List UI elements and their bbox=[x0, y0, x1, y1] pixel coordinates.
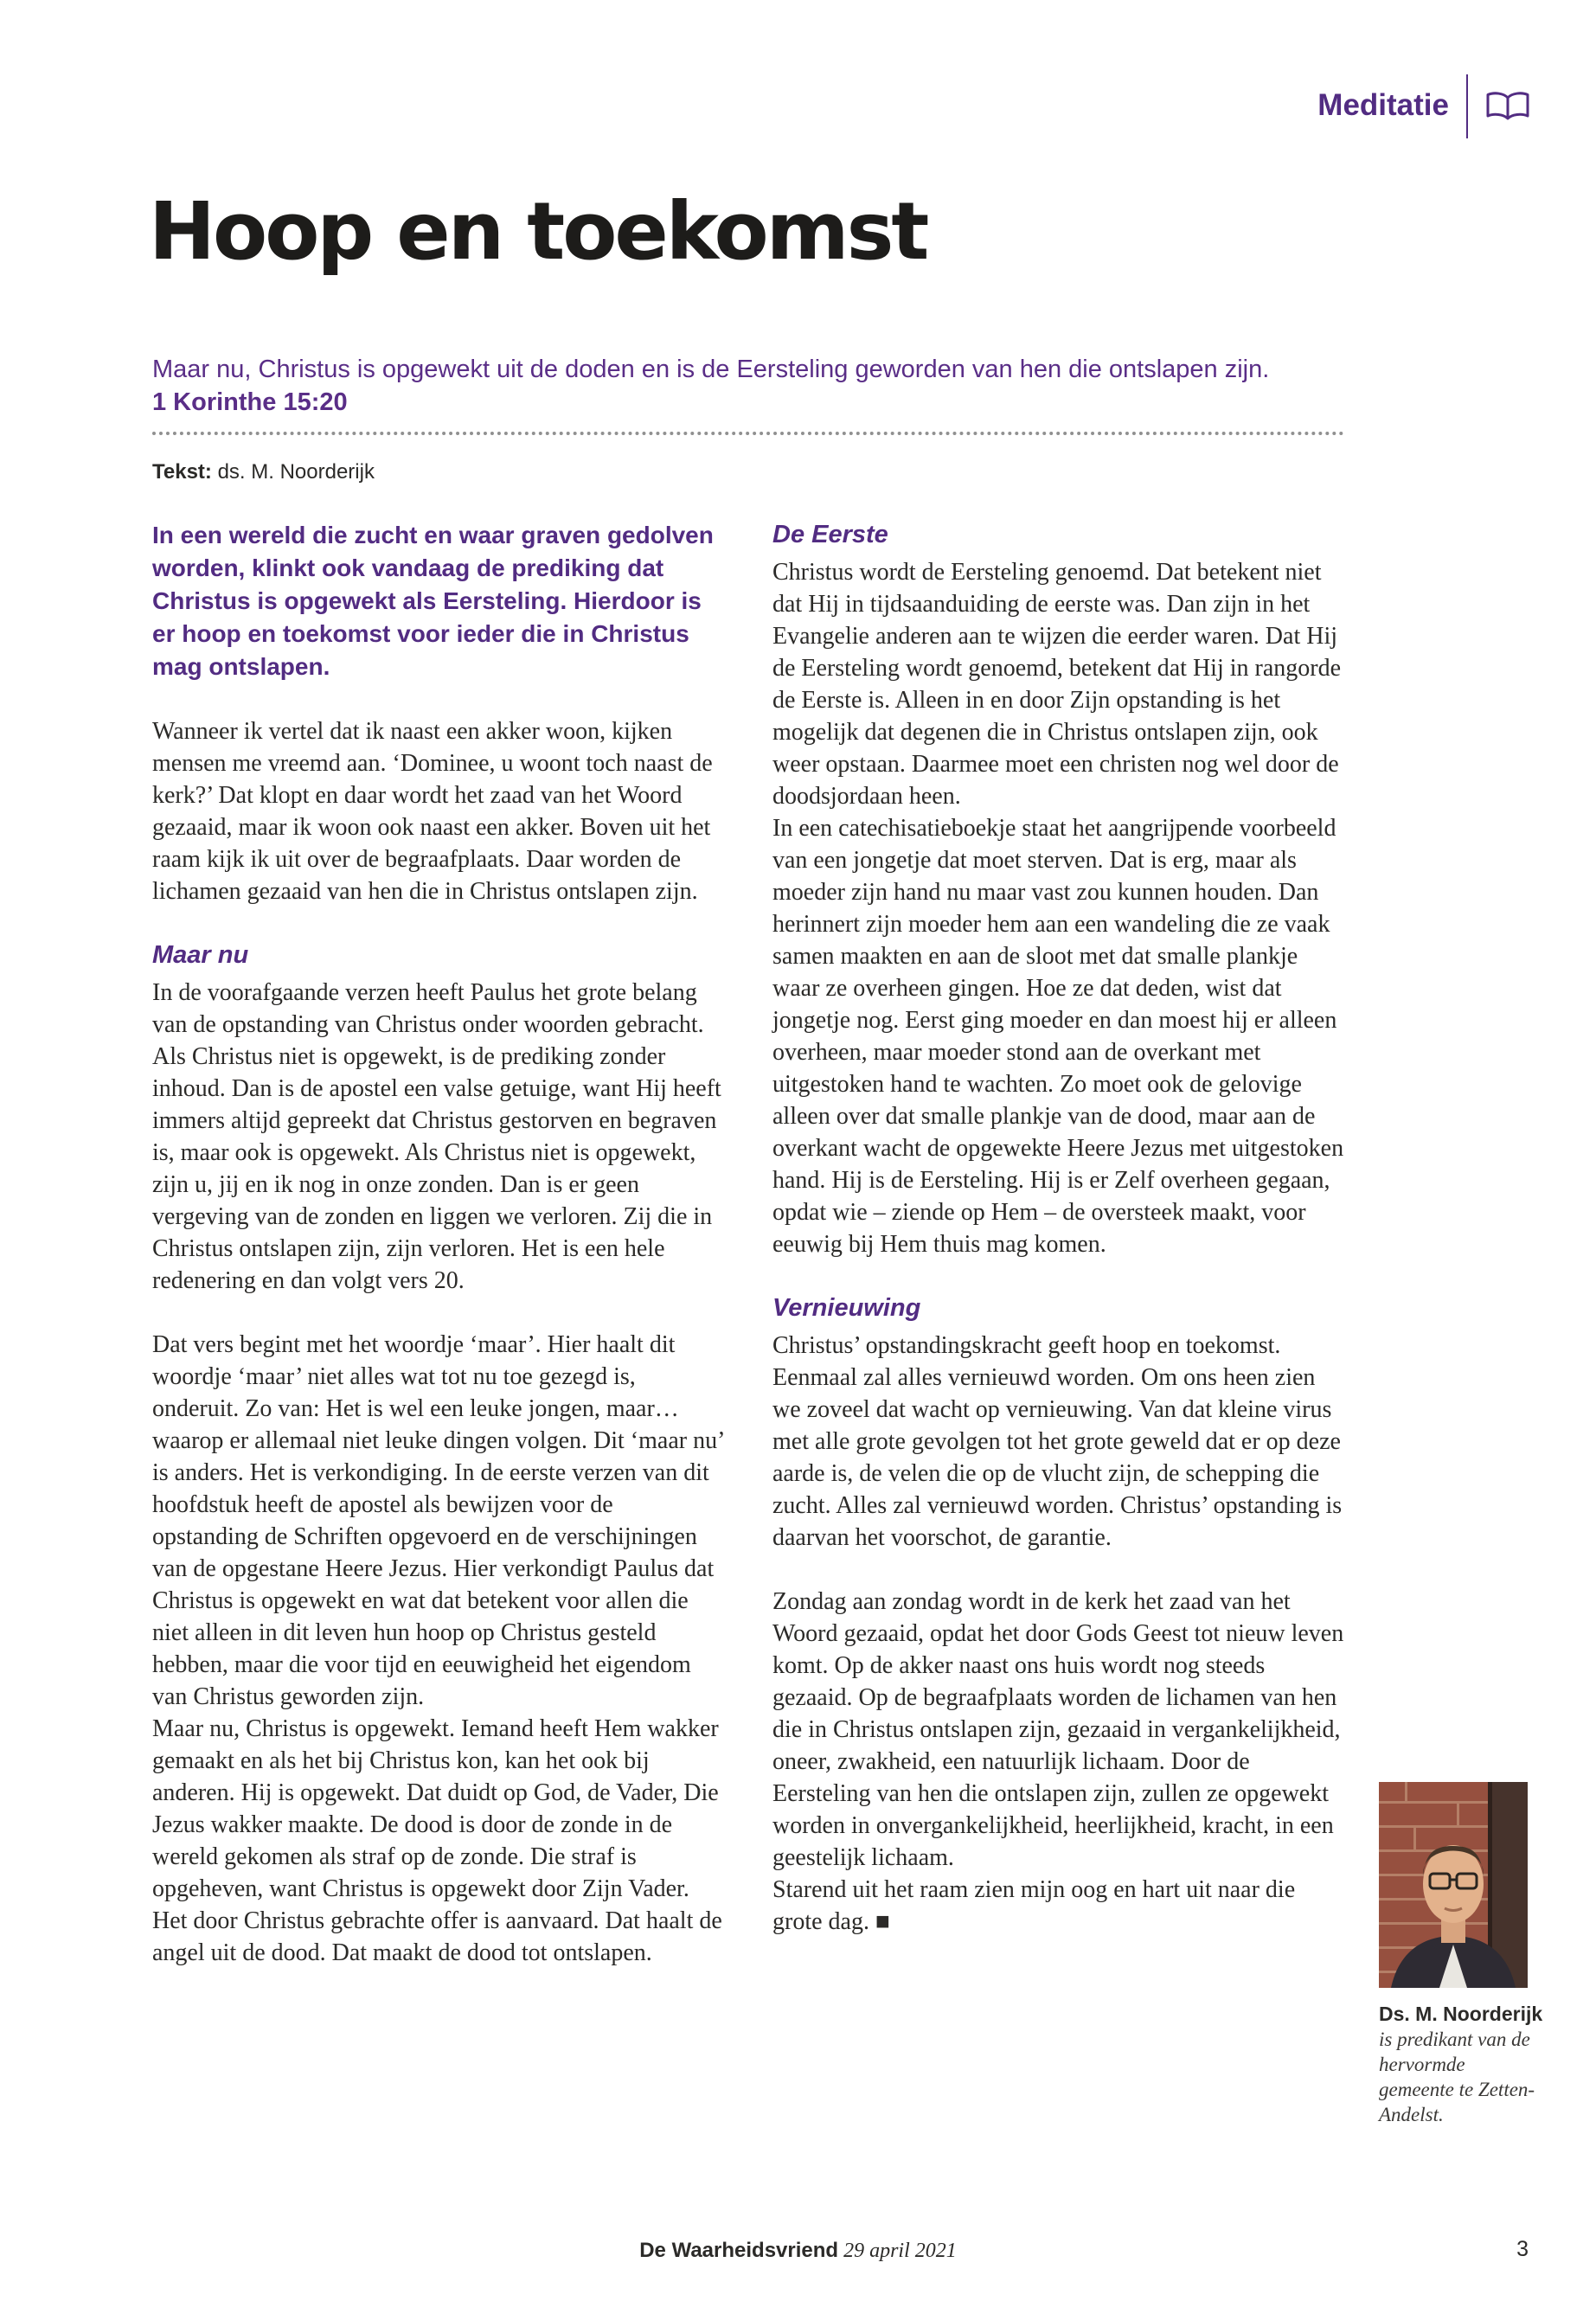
magazine-name: De Waarheidsvriend bbox=[639, 2239, 839, 2262]
paragraph: Dat vers begint met het woordje ‘maar’. Hier haalt dit woordje ‘maar’ niet alles wat tot nu toe gezegd is, onderuit. Zo van: Het is wel een leuke jongen, maar… waarop er allemaal niet leuke dingen volgen. Dit ‘maar nu’ is anders. Het is verkondiging. In de eerste verzen van dit hoofdstuk heeft de apostel als bewijzen voor de opstanding de Schriften opgevoerd en de verschijningen van de opgestane Heere Jezus. Hier verkondigt Paulus dat Christus is opgewekt en wat dat betekent voor allen die niet alleen in dit leven hun hoop op Christus gesteld hebben, maar die voor tijd en eeuwigheid het eigendom van Christus geworden zijn. bbox=[152, 1331, 724, 1710]
subheading-vernieuwing: Vernieuwing bbox=[772, 1294, 921, 1322]
page-number: 3 bbox=[1516, 2237, 1529, 2261]
caption-text: is predikant van de hervormde gemeente te Zetten-Andelst. bbox=[1379, 2029, 1535, 2125]
section-header bbox=[1317, 74, 1530, 138]
open-book-icon bbox=[1485, 90, 1530, 123]
subheading-maar-nu: Maar nu bbox=[152, 941, 249, 969]
paragraph: In een catechisatieboekje staat het aangrijpende voorbeeld van een jongetje dat moet sterven. Dat is erg, maar als moeder zijn hand nu maar vast zou kunnen houden. Dan herinnert zijn moeder hem aan een wandeling die ze vaak samen maakten en aan de sloot met dat smalle plankje waar ze overheen gingen. Hoe ze dat deden, wist dat jongetje nog. Eerst ging moeder en dan moest hij er alleen overheen, maar moeder stond aan de overkant met uitgestoken hand te wachten. Zo moet ook de gelovige alleen over dat smalle plankje van de dood, maar aan de overkant wacht de opgewekte Heere Jezus met uitgestoken hand. Hij is de Eersteling. Hij is er Zelf overheen gegaan, opdat wie – ziende op Hem – de oversteek maakt, voor eeuwig bij Hem thuis mag komen. bbox=[772, 815, 1344, 1258]
article-body bbox=[152, 519, 1344, 1969]
paragraph: Christus’ opstandingskracht geeft hoop en toekomst. Eenmaal zal alles vernieuwd worden. Om ons heen zien we zoveel dat wacht op vernieuwing. Van dat kleine virus met alle grote gevolgen tot het grote geweld dat er op deze aarde is, de velen die op de vlucht zijn, de schepping die zucht. Alles zal vernieuwd worden. Christus’ opstanding is daarvan het voorschot, de garantie. bbox=[772, 1332, 1343, 1551]
paragraph: Zondag aan zondag wordt in de kerk het zaad van het Woord gezaaid, opdat het door Gods Geest tot nieuw leven komt. Op de akker naast ons huis wordt nog steeds gezaaid. Op de begraafplaats worden de lichamen van hen die in Christus ontslapen zijn, gezaaid in vergankelijkheid, oneer, zwakheid, een natuurlijk lichaam. Door de Eersteling van hen die ontslapen zijn, zullen ze opgewekt worden in onvergankelijkheid, heerlijkheid, kracht, in een geestelijk lichaam. bbox=[772, 1588, 1344, 1871]
paragraph: Starend uit het raam zien mijn oog en hart uit naar die grote dag. ■ bbox=[772, 1876, 1296, 1935]
caption-name: Ds. M. Noorderijk bbox=[1379, 2003, 1543, 2025]
verse-reference: 1 Korinthe 15:20 bbox=[152, 388, 348, 416]
subheading-de-eerste: De Eerste bbox=[772, 521, 888, 548]
byline-label: Tekst: bbox=[152, 460, 212, 484]
byline bbox=[152, 460, 375, 484]
scripture-lead bbox=[152, 353, 1346, 419]
photo-caption bbox=[1379, 2002, 1543, 2127]
footer bbox=[0, 2239, 1596, 2263]
vertical-divider bbox=[1466, 74, 1468, 138]
left-column bbox=[152, 519, 724, 1969]
paragraph: In de voorafgaande verzen heeft Paulus het grote belang van de opstanding van Christus onder woorden gebracht. Als Christus niet is opgewekt, is de prediking zonder inhoud. Dan is de apostel een valse getuige, want Hij heeft immers altijd gepreekt dat Christus gestorven en begraven is, maar ook is opgewekt. Als Christus niet is opgewekt, zijn u, jij en ik nog in onze zonden. Dan is er geen vergeving van de zonden en liggen we verloren. Zij die in Christus ontslapen zijn, zijn verloren. Het is een hele redenering en dan volgt vers 20. bbox=[152, 979, 721, 1294]
right-column bbox=[772, 519, 1344, 1969]
paragraph: Christus wordt de Eersteling genoemd. Dat betekent niet dat Hij in tijdsaanduiding de eerste was. Dan zijn in het Evangelie anderen aan te wijzen die eerder waren. Dat Hij de Eersteling wordt genoemd, betekent dat Hij in rangorde de Eerste is. Alleen in en door Zijn opstanding is het mogelijk dat degenen die in Christus ontslapen zijn, ook weer opstaan. Daarmee moet een christen nog wel door de doodsjordaan heen. bbox=[772, 559, 1342, 810]
dotted-divider bbox=[152, 432, 1344, 435]
intro-paragraph: In een wereld die zucht en waar graven gedolven worden, klinkt ook vandaag de prediking dat Christus is opgewekt als Eersteling. Hierdoor is er hoop en toekomst voor ieder die in Christus mag ontslapen. bbox=[152, 522, 714, 680]
paragraph: Wanneer ik vertel dat ik naast een akker woon, kijken mensen me vreemd aan. ‘Dominee, u woont toch naast de kerk?’ Dat klopt en daar wordt het zaad van het Woord gezaaid, maar ik woon ook naast een akker. Boven uit het raam kijk ik uit over de begraafplaats. Daar worden de lichamen gezaaid van hen die in Christus ontslapen zijn. bbox=[152, 718, 713, 905]
paragraph: Maar nu, Christus is opgewekt. Iemand heeft Hem wakker gemaakt en als het bij Christus kon, kan het ook bij anderen. Hij is opgewekt. Dat duidt op God, de Vader, Die Jezus wakker maakte. De dood is door de zonde in de wereld gekomen als straf op de zonde. Die straf is opgeheven, want Christus is opgewekt door Zijn Vader. Het door Christus gebrachte offer is aanvaard. Dat haalt de angel uit de dood. Dat maakt de dood tot ontslapen. bbox=[152, 1715, 722, 1966]
verse-text: Maar nu, Christus is opgewekt uit de doden en is de Eersteling geworden van hen die ontslapen zijn. bbox=[152, 356, 1270, 383]
author-portrait-photo bbox=[1379, 1782, 1528, 1988]
section-label: Meditatie bbox=[1317, 87, 1449, 122]
page-title: Hoop en toekomst bbox=[149, 185, 927, 278]
issue-date: 29 april 2021 bbox=[843, 2240, 957, 2262]
byline-author: ds. M. Noorderijk bbox=[217, 460, 375, 484]
